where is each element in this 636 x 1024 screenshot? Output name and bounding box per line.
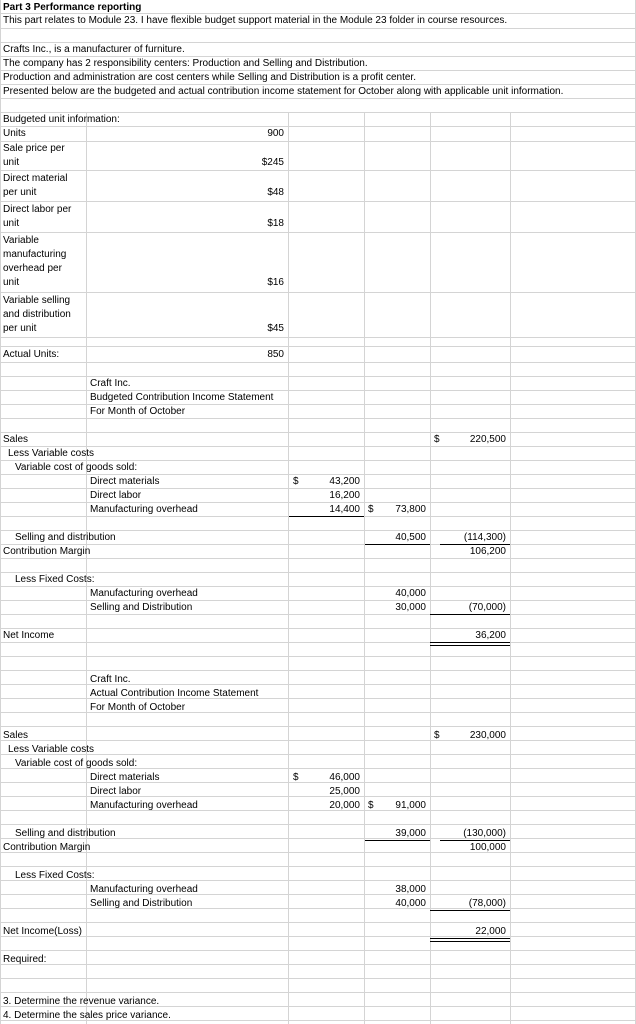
budget-sd-label: Selling and distribution xyxy=(15,532,116,543)
grid-line xyxy=(0,586,636,587)
grid-line xyxy=(0,544,636,545)
budget-vcogs-label: Variable cost of goods sold: xyxy=(15,462,138,473)
grid-line xyxy=(0,112,636,113)
actual-dl: 25,000 xyxy=(329,786,360,797)
grid-line xyxy=(0,866,636,867)
grid-line xyxy=(0,390,636,391)
grid-line xyxy=(0,418,636,419)
budget-less-var: Less Variable costs xyxy=(8,448,94,459)
budget-less-fixed: Less Fixed Costs: xyxy=(15,574,95,585)
grid-line xyxy=(0,978,636,979)
underline xyxy=(289,516,364,517)
double-underline xyxy=(430,938,510,942)
actual-total-var: (130,000) xyxy=(463,828,506,839)
budget-dl: 16,200 xyxy=(329,490,360,501)
grid-line xyxy=(0,232,636,233)
actual-dm: 46,000 xyxy=(329,772,360,783)
budget-dl-label: Direct labor xyxy=(90,490,142,501)
actual-dl-label: Direct labor xyxy=(90,786,142,797)
vsd-value: $45 xyxy=(267,323,284,334)
actual-ni: 22,000 xyxy=(475,926,506,937)
underline xyxy=(365,544,430,545)
budget-dm: 43,200 xyxy=(329,476,360,487)
actual-vcogs-label: Variable cost of goods sold: xyxy=(15,758,138,769)
intro-line: Production and administration are cost centers while Selling and Distribution is a profit center. xyxy=(3,72,416,83)
actual-period: For Month of October xyxy=(90,702,186,713)
budget-ni: 36,200 xyxy=(475,630,506,641)
budget-sales-label: Sales xyxy=(3,434,29,445)
dl-label: Direct labor per xyxy=(3,204,72,215)
budget-sales: 220,500 xyxy=(469,434,506,445)
underline xyxy=(430,910,510,911)
actual-moh: 20,000 xyxy=(329,800,360,811)
module-note: This part relates to Module 23. I have flexible budget support material in the Module 23 folder in course resources. xyxy=(3,15,508,26)
actual-statement-title: Actual Contribution Income Statement xyxy=(90,688,259,699)
units-label: Units xyxy=(3,128,26,139)
actual-fixed-total: (78,000) xyxy=(468,898,506,909)
grid-line xyxy=(0,126,636,127)
grid-line xyxy=(364,112,365,1024)
actual-cm-label: Contribution Margin xyxy=(3,842,91,853)
budget-info-heading: Budgeted unit information: xyxy=(3,114,120,125)
units-value: 900 xyxy=(267,128,284,139)
price-label: unit xyxy=(3,157,20,168)
budget-company: Craft Inc. xyxy=(90,378,131,389)
grid-line xyxy=(0,84,636,85)
budget-statement-title: Budgeted Contribution Income Statement xyxy=(90,392,274,403)
dm-label: per unit xyxy=(3,187,37,198)
actual-vcogs-total: 91,000 xyxy=(395,800,426,811)
grid-line xyxy=(0,141,636,142)
grid-line xyxy=(0,404,636,405)
budget-sd: 40,500 xyxy=(395,532,426,543)
grid-line xyxy=(0,376,636,377)
actual-moh-label: Manufacturing overhead xyxy=(90,800,198,811)
dollar-sign: $ xyxy=(434,434,440,445)
actual-sales: 230,000 xyxy=(469,730,506,741)
grid-line xyxy=(0,460,636,461)
actual-ni-label: Net Income(Loss) xyxy=(3,926,82,937)
voh-label: overhead per xyxy=(3,263,62,274)
grid-line xyxy=(0,614,636,615)
grid-line xyxy=(0,170,636,171)
intro-line: Presented below are the budgeted and actual contribution income statement for October along with applicable unit information. xyxy=(3,86,564,97)
grid-line xyxy=(0,964,636,965)
grid-line xyxy=(0,42,636,43)
budget-vcogs-total: 73,800 xyxy=(395,504,426,515)
intro-line: Crafts Inc., is a manufacturer of furniture. xyxy=(3,44,185,55)
grid-line xyxy=(0,488,636,489)
underline xyxy=(440,840,510,841)
budget-total-var: (114,300) xyxy=(463,532,506,543)
underline xyxy=(365,840,430,841)
budget-fixed-total: (70,000) xyxy=(468,602,506,613)
grid-line xyxy=(0,446,636,447)
actual-units-value: 850 xyxy=(267,349,284,360)
actual-company: Craft Inc. xyxy=(90,674,131,685)
grid-line xyxy=(0,28,636,29)
grid-line xyxy=(0,922,636,923)
page-title: Part 3 Performance reporting xyxy=(3,2,142,13)
dollar-sign: $ xyxy=(368,800,374,811)
grid-line xyxy=(0,852,636,853)
grid-line xyxy=(0,474,636,475)
budget-fsd-label: Selling and Distribution xyxy=(90,602,193,613)
budget-dm-label: Direct materials xyxy=(90,476,160,487)
required-item: 3. Determine the revenue variance. xyxy=(3,996,160,1007)
grid-line xyxy=(0,362,636,363)
dm-label: Direct material xyxy=(3,173,68,184)
dollar-sign: $ xyxy=(434,730,440,741)
grid-line xyxy=(0,936,636,937)
required-label: Required: xyxy=(3,954,47,965)
grid-line xyxy=(0,670,636,671)
grid-line xyxy=(0,70,636,71)
actual-fsd: 40,000 xyxy=(395,898,426,909)
actual-sales-label: Sales xyxy=(3,730,29,741)
grid-line xyxy=(0,754,636,755)
dollar-sign: $ xyxy=(368,504,374,515)
underline xyxy=(430,614,510,615)
actual-sd-label: Selling and distribution xyxy=(15,828,116,839)
grid-line xyxy=(0,726,636,727)
actual-units-label: Actual Units: xyxy=(3,349,60,360)
actual-cm: 100,000 xyxy=(469,842,506,853)
grid-line xyxy=(430,112,431,1024)
grid-line xyxy=(0,642,636,643)
actual-dm-label: Direct materials xyxy=(90,772,160,783)
budget-period: For Month of October xyxy=(90,406,186,417)
price-label: Sale price per xyxy=(3,143,65,154)
grid-line xyxy=(0,824,636,825)
budget-cm-label: Contribution Margin xyxy=(3,546,91,557)
voh-value: $16 xyxy=(267,277,284,288)
grid-line xyxy=(0,292,636,293)
grid-line xyxy=(0,0,1,1024)
intro-line: The company has 2 responsibility centers: Production and Selling and Distribution. xyxy=(3,58,368,69)
underline xyxy=(440,544,510,545)
dl-label: unit xyxy=(3,218,20,229)
voh-label: manufacturing xyxy=(3,249,67,260)
dm-value: $48 xyxy=(267,187,284,198)
grid-line xyxy=(0,337,636,338)
grid-line xyxy=(0,656,636,657)
voh-label: unit xyxy=(3,277,20,288)
grid-line xyxy=(0,502,636,503)
grid-line xyxy=(0,992,636,993)
actual-sd: 39,000 xyxy=(395,828,426,839)
grid-line xyxy=(0,572,636,573)
vsd-label: and distribution xyxy=(3,309,71,320)
vsd-label: per unit xyxy=(3,323,37,334)
grid-line xyxy=(288,112,289,1024)
dl-value: $18 xyxy=(267,218,284,229)
grid-line xyxy=(0,201,636,202)
voh-label: Variable xyxy=(3,235,39,246)
grid-line xyxy=(0,600,636,601)
budget-fmoh: 40,000 xyxy=(395,588,426,599)
dollar-sign: $ xyxy=(293,476,299,487)
grid-line xyxy=(86,112,87,1024)
budget-moh: 14,400 xyxy=(329,504,360,515)
grid-line xyxy=(510,112,511,1024)
budget-ni-label: Net Income xyxy=(3,630,55,641)
actual-fsd-label: Selling and Distribution xyxy=(90,898,193,909)
grid-line xyxy=(0,432,636,433)
grid-line xyxy=(0,880,636,881)
actual-fmoh-label: Manufacturing overhead xyxy=(90,884,198,895)
grid-line xyxy=(0,628,636,629)
price-value: $245 xyxy=(261,157,284,168)
budget-moh-label: Manufacturing overhead xyxy=(90,504,198,515)
budget-cm: 106,200 xyxy=(469,546,506,557)
grid-line xyxy=(0,530,636,531)
grid-line xyxy=(0,950,636,951)
actual-less-var: Less Variable costs xyxy=(8,744,94,755)
budget-fsd: 30,000 xyxy=(395,602,426,613)
required-item: 4. Determine the sales price variance. xyxy=(3,1010,171,1021)
grid-line xyxy=(0,558,636,559)
grid-line xyxy=(0,346,636,347)
actual-less-fixed: Less Fixed Costs: xyxy=(15,870,95,881)
vsd-label: Variable selling xyxy=(3,295,71,306)
budget-fmoh-label: Manufacturing overhead xyxy=(90,588,198,599)
grid-line xyxy=(0,740,636,741)
actual-fmoh: 38,000 xyxy=(395,884,426,895)
double-underline xyxy=(430,642,510,646)
grid-line xyxy=(0,98,636,99)
grid-line xyxy=(0,56,636,57)
dollar-sign: $ xyxy=(293,772,299,783)
